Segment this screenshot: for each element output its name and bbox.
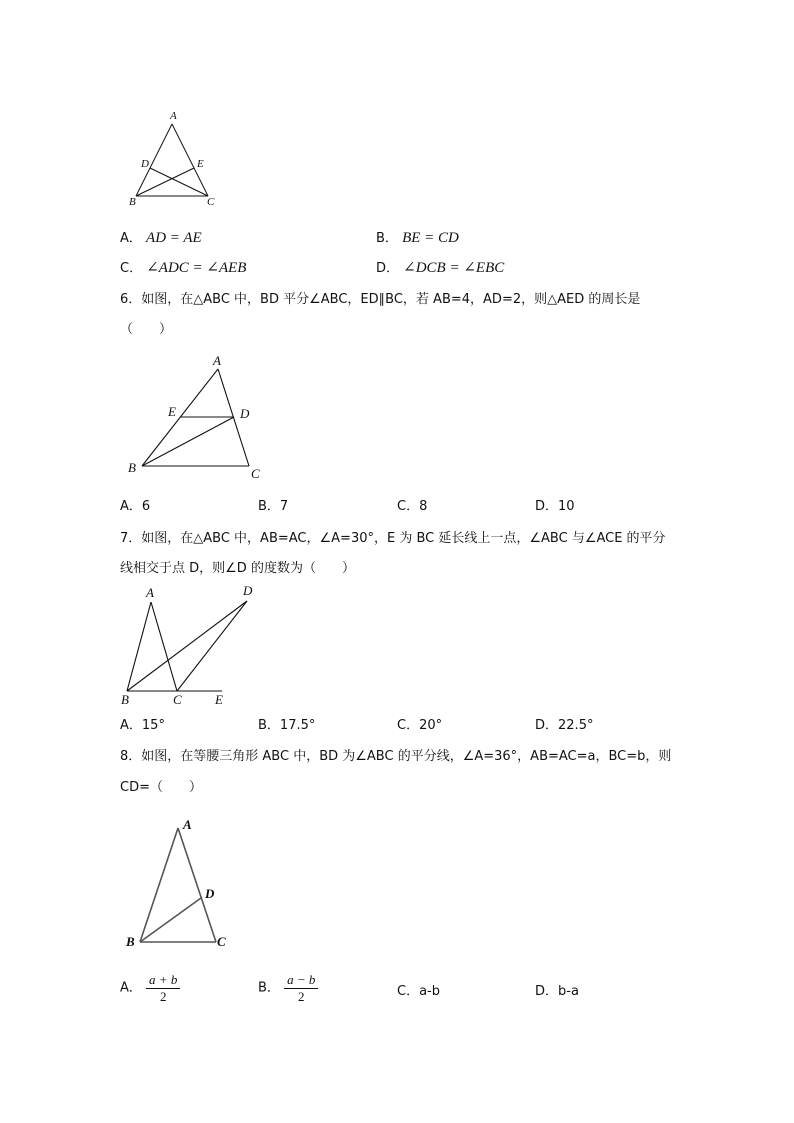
q5-label-a: A xyxy=(170,110,177,122)
q6-stem-line2: （ ） xyxy=(120,322,173,337)
q8-option-a[interactable]: A． $\frac{a + b}{2}$ xyxy=(120,972,180,1005)
q7-option-a[interactable]: A．15° xyxy=(120,718,165,733)
q6-label-e: E xyxy=(168,404,176,419)
q7-label-e: E xyxy=(215,692,223,707)
q6-option-d[interactable]: D．10 xyxy=(535,499,575,514)
q8-option-d[interactable]: D．b-a xyxy=(535,984,579,999)
q8-stem-line1: 8．如图，在等腰三角形 ABC 中，BD 为∠ABC 的平分线，∠A=36°，AB=AC=a，BC=b，则 xyxy=(120,749,672,764)
q6-label-b: B xyxy=(128,460,136,475)
q8-option-b[interactable]: B． $\frac{a - b}{2}$ xyxy=(258,972,318,1005)
q7-label-a: A xyxy=(146,585,154,600)
q8-label-c: C xyxy=(217,934,226,949)
q6-stem-line1: 6．如图，在△ABC 中，BD 平分∠ABC，ED∥BC，若 AB=4，AD=2，则△AED 的周长是 xyxy=(120,292,641,307)
q5-label-b: B xyxy=(129,196,136,208)
q5-option-d[interactable]: D． ∠DCB = ∠EBC xyxy=(376,260,505,276)
q7-label-c: C xyxy=(173,692,182,707)
q6-label-d: D xyxy=(240,406,250,421)
q6-option-b[interactable]: B．7 xyxy=(258,499,289,514)
q7-stem-line2: 线相交于点 D，则∠D 的度数为（ ） xyxy=(120,561,355,576)
q6-label-a: A xyxy=(213,353,221,368)
q8-option-a-fraction: $\frac{a + b}{2}$ xyxy=(146,972,180,1005)
q6-option-c[interactable]: C．8 xyxy=(397,499,428,514)
q5-option-c[interactable]: C． ∠ADC = ∠AEB xyxy=(120,260,247,276)
q5-option-b[interactable]: B． BE = CD xyxy=(376,230,459,246)
q7-option-c[interactable]: C．20° xyxy=(397,718,443,733)
q6-label-c: C xyxy=(251,466,260,481)
q7-stem-line1: 7．如图，在△ABC 中，AB=AC，∠A=30°，E 为 BC 延长线上一点，∠ABC 与∠ACE 的平分 xyxy=(120,531,666,546)
q8-label-b: B xyxy=(126,934,135,949)
q8-stem-line2: CD=（ ） xyxy=(120,780,202,795)
q7-label-d: D xyxy=(243,583,253,598)
q6-option-a[interactable]: A．6 xyxy=(120,499,151,514)
q7-option-b[interactable]: B．17.5° xyxy=(258,718,316,733)
q5-label-d: D xyxy=(141,158,149,170)
q8-label-d: D xyxy=(205,886,215,901)
q5-option-a[interactable]: A． AD = AE xyxy=(120,230,202,246)
q8-option-c[interactable]: C．a-b xyxy=(397,984,440,999)
q8-label-a: A xyxy=(183,817,192,832)
q5-label-e: E xyxy=(197,158,204,170)
q7-label-b: B xyxy=(121,692,129,707)
q5-label-c: C xyxy=(207,196,215,208)
q8-option-b-fraction: $\frac{a - b}{2}$ xyxy=(284,972,318,1005)
q7-option-d[interactable]: D．22.5° xyxy=(535,718,594,733)
